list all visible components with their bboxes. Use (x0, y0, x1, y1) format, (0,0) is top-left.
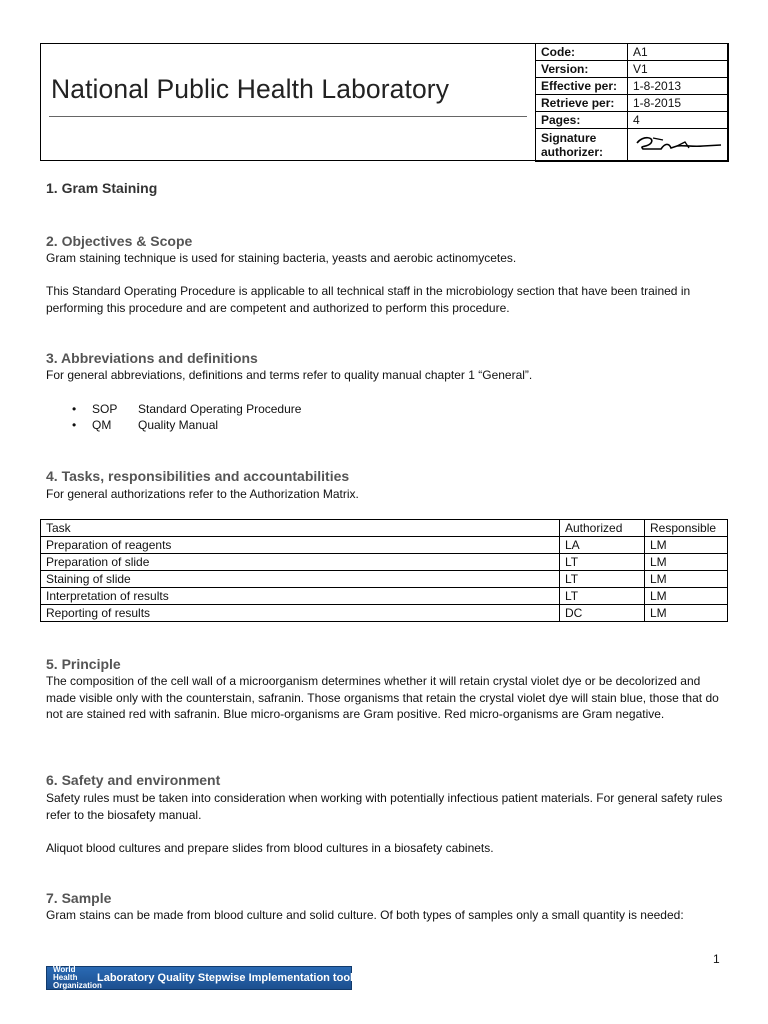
task-cell: Reporting of results (41, 605, 560, 622)
lab-title: National Public Health Laboratory (51, 74, 450, 104)
page-number: 1 (713, 952, 720, 966)
bullet-definition: Quality Manual (138, 418, 219, 432)
section-2-paragraph-2: This Standard Operating Procedure is applicable to all technical staff in the microbiology section that have been trained in performing this procedure and are competent and authorized to perform this procedure. (46, 284, 691, 315)
table-row (41, 588, 728, 605)
authorized-cell: DC (560, 605, 645, 622)
document-meta-table (535, 43, 729, 162)
authorized-cell: LT (560, 554, 645, 571)
meta-key: Code: (536, 44, 628, 61)
signature-image (633, 133, 723, 157)
section-5-paragraph-1: The composition of the cell wall of a microorganism determines whether it will retain crystal violet dye or be decolorized and made visible only with the counterstain, safranin. Those organisms that retain the crystal violet dye will stain blue, those that do not are stained red with safranin. Blue micro-organisms are Gram positive. Red micro-organisms are Gram negative. (46, 674, 719, 722)
section-3-paragraph-1: For general abbreviations, definitions and terms refer to quality manual chapter 1 “General”. (46, 368, 533, 382)
meta-value: 1-8-2015 (628, 95, 729, 112)
bullet-item-sop (72, 402, 301, 416)
bullet-icon: • (72, 402, 77, 416)
section-6-paragraph-1: Safety rules must be taken into consideration when working with potentially infectious patient materials. For general safety rules refer to the biosafety manual. (46, 791, 723, 822)
section-6-paragraph-2: Aliquot blood cultures and prepare slides from blood cultures in a biosafety cabinets. (46, 841, 494, 855)
meta-value: 1-8-2013 (628, 78, 729, 95)
tasks-table (40, 519, 728, 622)
meta-value: 4 (628, 112, 729, 129)
signature-label: Signature authorizer: (536, 129, 628, 162)
meta-key: Effective per: (536, 78, 628, 95)
section-1-heading: 1. Gram Staining (46, 180, 158, 196)
footer-banner (46, 966, 352, 990)
bullet-icon: • (72, 418, 77, 432)
bullet-item-qm (72, 418, 218, 432)
bullet-abbr: SOP (92, 402, 118, 416)
authorized-cell: LT (560, 571, 645, 588)
meta-row-retrieve (536, 95, 729, 112)
meta-row-code (536, 44, 729, 61)
column-header-task: Task (41, 520, 560, 537)
section-5-heading: 5. Principle (46, 656, 121, 672)
section-7-paragraph-1: Gram stains can be made from blood culture and solid culture. Of both types of samples only a small quantity is needed: (46, 908, 684, 922)
who-org-name: World Health Organization (53, 965, 102, 990)
section-2-paragraph-1: Gram staining technique is used for staining bacteria, yeasts and aerobic actinomycetes. (46, 251, 517, 265)
column-header-authorized: Authorized (560, 520, 645, 537)
column-header-responsible: Responsible (645, 520, 728, 537)
meta-value: V1 (628, 61, 729, 78)
task-cell: Interpretation of results (41, 588, 560, 605)
bullet-abbr: QM (92, 418, 112, 432)
authorized-cell: LT (560, 588, 645, 605)
meta-key: Retrieve per: (536, 95, 628, 112)
footer-tool-name: Laboratory Quality Stepwise Implementation tool (97, 972, 354, 984)
section-3-heading: 3. Abbreviations and definitions (46, 350, 258, 366)
task-cell: Preparation of reagents (41, 537, 560, 554)
table-row (41, 571, 728, 588)
tasks-table-header (41, 520, 728, 537)
table-row (41, 605, 728, 622)
task-cell: Staining of slide (41, 571, 560, 588)
meta-key: Version: (536, 61, 628, 78)
meta-row-effective (536, 78, 729, 95)
table-row (41, 554, 728, 571)
responsible-cell: LM (645, 605, 728, 622)
meta-row-version (536, 61, 729, 78)
task-cell: Preparation of slide (41, 554, 560, 571)
signature-cell (628, 129, 729, 162)
section-4-heading: 4. Tasks, responsibilities and accountabilities (46, 468, 350, 484)
section-6-heading: 6. Safety and environment (46, 772, 221, 788)
meta-row-signature (536, 129, 729, 162)
responsible-cell: LM (645, 571, 728, 588)
meta-key: Pages: (536, 112, 628, 129)
meta-row-pages (536, 112, 729, 129)
table-row (41, 537, 728, 554)
responsible-cell: LM (645, 537, 728, 554)
section-2-heading: 2. Objectives & Scope (46, 233, 193, 249)
responsible-cell: LM (645, 588, 728, 605)
document-header (40, 43, 728, 161)
section-7-heading: 7. Sample (46, 890, 112, 906)
responsible-cell: LM (645, 554, 728, 571)
title-divider (49, 116, 527, 117)
meta-value: A1 (628, 44, 729, 61)
section-4-paragraph-1: For general authorizations refer to the Authorization Matrix. (46, 487, 359, 501)
bullet-definition: Standard Operating Procedure (138, 402, 302, 416)
authorized-cell: LA (560, 537, 645, 554)
